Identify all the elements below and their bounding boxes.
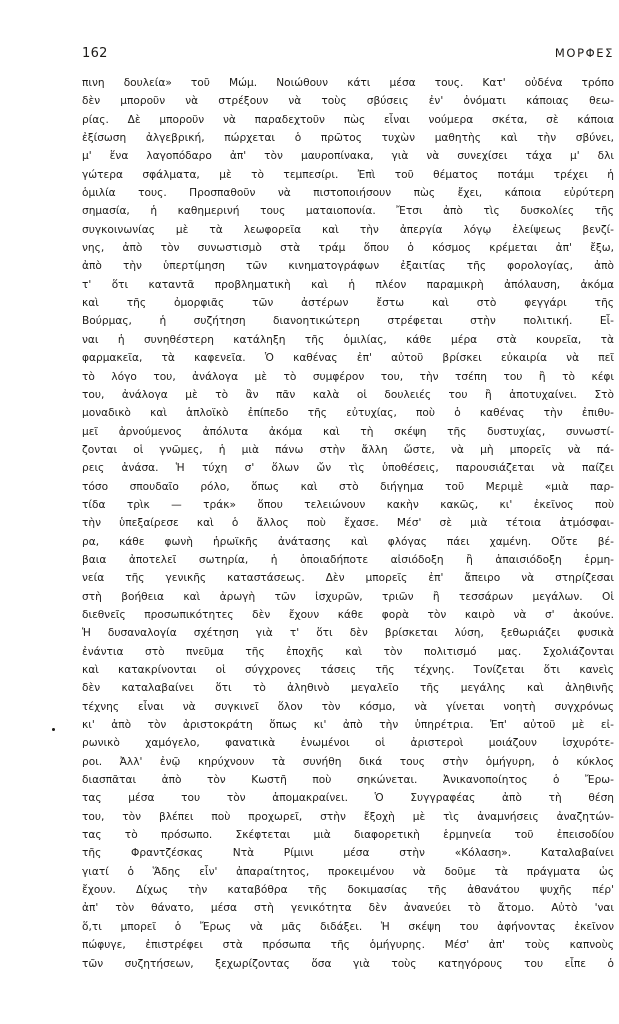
- text-line: τέχνης εἶναι νὰ συγκινεῖ ὅλον τὸν κόσμο, νὰ γίνεται νοητὴ συγχρόνως: [82, 700, 614, 713]
- text-line: καὶ κατακρίνονται οἱ σύγχρονες τάσεις τῆς τέχνης. Τονίζεται ὅτι κανεὶς: [82, 664, 614, 676]
- text-line: μεῖ ἀρνούμενος ἀπόλυτα ἀκόμα καὶ τὴ σκέψη τῆς δυστυχίας, συνωστί-: [82, 425, 614, 438]
- text-line: ὁμιλία τους. Προσπαθοῦν νὰ πιστοποιήσουν πὼς ἔχει, κάποια εὐρύτερη: [82, 187, 614, 200]
- text-line: ὅ,τι μπορεῖ ὁ Ἔρως νὰ μᾶς διδάξει. Ἡ σκέψη του ἀφήνοντας ἐκεῖνον: [82, 920, 614, 933]
- text-line: σημασία, ἡ καθημερινή τους ματαιοπονία. Ἔτσι ἀπὸ τὶς δυσκολίες τῆς: [82, 205, 614, 218]
- text-line: συγκοινωνίας μὲ τὰ λεωφορεῖα καὶ τὴν ἀπεργία λόγῳ ἐλείψεως βενζί-: [82, 223, 614, 236]
- text-line: του, ἀνάλογα μὲ τὸ ἂν πᾶν καλὰ οἱ δουλειές του ἢ ἀποτυχαίνει. Στὸ: [82, 388, 614, 401]
- text-line: ρίας. Δὲ μποροῦν νὰ παραδεχτοῦν πὼς εἶναι νούμερα σκέτα, σὲ κάποια: [82, 113, 614, 126]
- text-line: τας μέσα του τὸν ἀπομακραίνει. Ὁ Συγγραφέας ἀπὸ τὴ θέση: [82, 792, 614, 805]
- text-line: ρα, κάθε φωνὴ ἡρωϊκῆς ἀνάτασης καὶ φλόγας πάει χαμένη. Οὔτε βέ-: [82, 535, 614, 548]
- text-line: γώτερα σφάλματα, μὲ τὸ τεμπεσίρι. Ἐπὶ τοῦ θέματος ποτάμι τρέχει ἡ: [82, 168, 614, 181]
- text-line: ναι ἡ συνηθέστερη κατάληξη τῆς ὁμιλίας, κάθε μέρα στὰ κουρεῖα, τὰ: [82, 333, 614, 346]
- text-line: πώφυγε, ἐπιστρέφει στὰ πρόσωπα τῆς ὁμήγυρης. Μέσ' ἀπ' τοὺς καπνοὺς: [82, 939, 614, 952]
- text-line: νεία τῆς γενικῆς καταστάσεως. Δὲν μπορεῖς ἐπ' ἄπειρο νὰ στηρίζεσαι: [82, 572, 614, 585]
- text-line: ἔχουν. Δίχως τὴν καταβόθρα τῆς δοκιμασίας τῆς ἀθανάτου ψυχῆς πέρ': [82, 884, 614, 897]
- text-line: ρωνικὸ χαμόγελο, φανατικὰ ἑνωμένοι οἱ ἀριστεροὶ μοιάζουν ἰσχυρότε-: [82, 737, 614, 750]
- text-line: τῶν συζητήσεων, ξεχωρίζοντας ὅσα γιὰ τοὺς κατηγόρους του εἶπε ὁ: [82, 957, 614, 970]
- text-line: δὲν μποροῦν νὰ στρέξουν νὰ τοὺς σβύσεις ἐν' ὀνόματι κάποιας θεω-: [82, 95, 614, 108]
- text-line: καὶ τῆς ὀμορφιᾶς τῶν ἀστέρων ἔστω καὶ στὸ φεγγάρι τῆς: [82, 297, 614, 310]
- text-line: δὲν καταλαβαίνει ὅτι τὸ ἀληθινὸ μεγαλεῖο τῆς μεγάλης καὶ ἀληθινῆς: [82, 682, 614, 695]
- text-line: Ἡ δυσαναλογία σχέτηση γιὰ τ' ὅτι δὲν βρίσκεται λύση, ξεθωριάζει φυσικὰ: [82, 627, 614, 640]
- margin-dot: [52, 728, 55, 731]
- text-line: ρεις ἀνάσα. Ἡ τύχη σ' ὅλων ὤν τὶς ὑποθέσεις, παρουσιάζεται νὰ παίζει: [82, 462, 614, 475]
- text-line: γιατί ὁ Ἅδης εἶν' ἀπαραίτητος, προκειμένου νὰ δοῦμε τὰ πράγματα ὡς: [82, 865, 614, 878]
- text-line: μ' ἕνα λαγοπόδαρο ἀπ' τὸν μαυροπίνακα, γιὰ νὰ συνεχίσει τάχα μ' δλι: [82, 150, 614, 163]
- body-text: [82, 74, 614, 973]
- text-line: πινη δουλεία» τοῦ Μώμ. Νοιώθουν κάτι μέσα τους. Κατ' οὐδένα τρόπο: [82, 77, 614, 89]
- text-line: ἀπὸ τὴν ὑπερτίμηση τῶν κινηματογράφων ἐξαιτίας τῆς φορολογίας, ἀπὸ: [82, 260, 614, 273]
- text-line: τόσο σπουδαῖο ρόλο, ὅπως καὶ στὸ διήγημα τοῦ Μεριμὲ «μιὰ παρ-: [82, 480, 614, 493]
- page-number: 162: [82, 46, 108, 61]
- text-line: τῆς Φραντζέσκας Ντὰ Ρίμινι μέσα στὴν «Κόλαση». Καταλαβαίνει: [82, 847, 614, 860]
- text-line: τ' ὅτι καταντᾶ προβληματικὴ καὶ ἡ πλέον παραμικρὴ ἀπόλαυση, ἀκόμα: [82, 278, 614, 291]
- page-header: [82, 46, 614, 70]
- text-line: στὴ βοήθεια καὶ ἀρωγὴ τῶν ἰσχυρῶν, τριῶν ἢ τεσσάρων μεγάλων. Οἱ: [82, 590, 614, 603]
- text-line: ζονται οἱ γνῶμες, ἡ μιὰ πάνω στὴν ἄλλη ὥστε, νὰ μὴ μπορεῖς νὰ πά-: [82, 443, 614, 456]
- text-line: διεθνεῖς προσωπικότητες δὲν ἔχουν κάθε φορὰ τὸν καιρὸ νὰ σ' ἀκούνε.: [82, 608, 614, 621]
- text-line: τὸ λόγο του, ἀνάλογα μὲ τὸ συμφέρον του, τὴν τσέπη του ἢ τὸ κέφι: [82, 370, 614, 383]
- text-line: ἀπ' τὸν θάνατο, μέσα στὴ γενικότητα δὲν ἀνανεύει τὸ ἄτομο. Αὐτὸ 'ναι: [82, 902, 614, 915]
- text-line: τίδα τρὶκ — τράκ» ὅπου τελειώνουν κακὴν κακῶς, κι' ἐκεῖνος ποὺ: [82, 498, 614, 511]
- text-line: νης, ἀπὸ τὸν συνωστισμὸ στὰ τράμ ὅπου ὁ κόσμος κρέμεται ἀπ' ἔξω,: [82, 242, 614, 255]
- text-line: Βούρμας, ἡ συζήτηση διανοητικώτερη στρέφεται στὴν πολιτική. Εἶ-: [82, 315, 614, 328]
- text-line: μοναδικὸ καὶ ἁπλοϊκὸ ἐπίπεδο τῆς εὐτυχίας, ποὺ ὁ καθένας τὴν ἐπιθυ-: [82, 407, 614, 420]
- book-page: [82, 46, 614, 973]
- running-title: ΜΟΡΦΕΣ: [554, 46, 614, 60]
- text-line: ἐνάντια στὸ πνεῦμα τῆς ἐποχῆς καὶ τὸν πολιτισμό μας. Σχολιάζονται: [82, 645, 614, 658]
- text-line: βαια ἀποτελεῖ σωτηρία, ἡ ὁποιαδήποτε αἰσιόδοξη ἢ ἀπαισιόδοξη ἑρμη-: [82, 553, 614, 566]
- text-line: κι' ἀπὸ τὸν ἀριστοκράτη ὅπως κι' ἀπὸ τὴν ὑπηρέτρια. Ἐπ' αὐτοῦ μὲ εἰ-: [82, 719, 614, 732]
- text-line: ἐξίσωση ἀλγεβρική, πώρχεται ὁ πρῶτος τυχὼν μαθητὴς καὶ τὴν σβύνει,: [82, 132, 614, 145]
- text-line: του, τὸν βλέπει ποὺ προχωρεῖ, στὴν ἔξοχὴ μὲ τὶς ἀναμνήσεις ἀναζητών-: [82, 810, 614, 823]
- text-line: φαρμακεῖα, τὰ καφενεῖα. Ὁ καθένας ἐπ' αὐτοῦ βρίσκει εὐκαιρία νὰ πεῖ: [82, 352, 614, 365]
- text-line: τὴν ὑπεξαίρεσε καὶ ὁ ἄλλος ποὺ ἔχασε. Μέσ' σὲ μιὰ τέτοια ἀτμόσφαι-: [82, 517, 614, 530]
- text-line: ροι. Ἀλλ' ἐνῷ κηρύχνουν τὰ συνήθη δικά τους στὴν ὁμήγυρη, ὁ κύκλος: [82, 755, 614, 768]
- text-line: διασπᾶται ἀπὸ τὸν Κωστῆ ποὺ σηκώνεται. Ἀνικανοποίητος ὁ Ἔρω-: [82, 774, 614, 787]
- text-line: τας τὸ πρόσωπο. Σκέφτεται μιὰ διαφορετικὴ ἑρμηνεία τοῦ ἐπεισοδίου: [82, 829, 614, 842]
